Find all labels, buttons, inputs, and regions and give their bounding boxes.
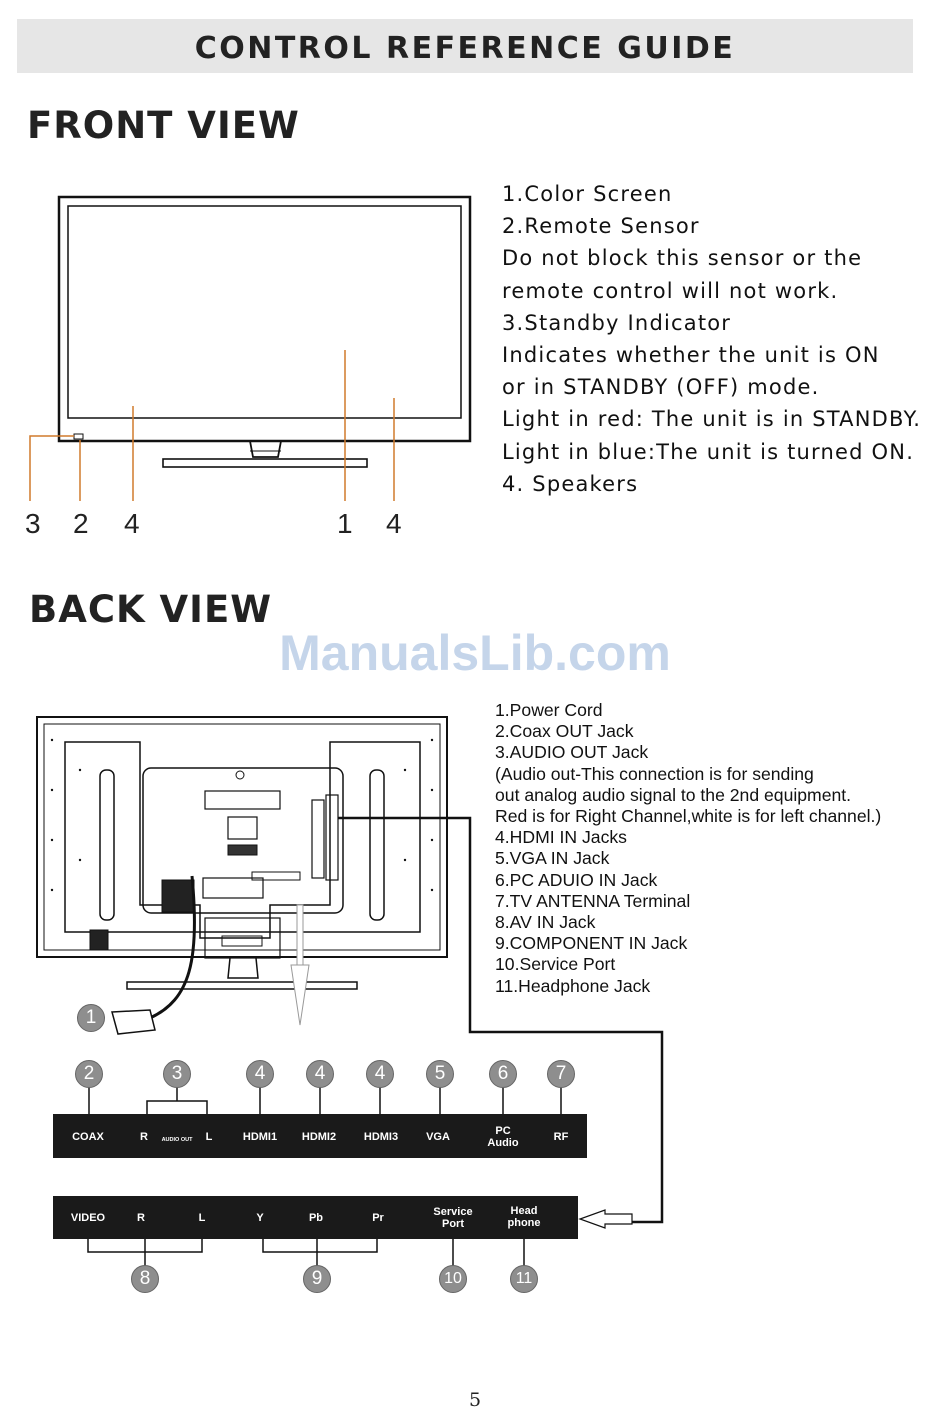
port-label: AUDIO OUT (161, 1137, 193, 1143)
legend-line: 10.Service Port (495, 954, 616, 975)
callout-circle: 5 (426, 1060, 454, 1088)
legend-line: Light in blue:The unit is turned ON. (502, 439, 915, 464)
legend-line: 6.PC ADUIO IN Jack (495, 869, 658, 890)
front-callout-1: 1 (337, 508, 353, 539)
port-label: RF (553, 1131, 569, 1143)
port-label: COAX (72, 1131, 104, 1143)
legend-line: 5.VGA IN Jack (495, 848, 610, 869)
legend-line: 4.HDMI IN Jacks (495, 827, 627, 848)
callout-circle: 6 (489, 1060, 517, 1088)
port-label: HDMI1 (242, 1131, 278, 1143)
legend-line: or in STANDBY (OFF) mode. (502, 375, 820, 400)
port-label: R (140, 1131, 148, 1143)
port-label: Head phone (507, 1205, 541, 1229)
header-banner (17, 19, 913, 73)
front-callout-4-right: 4 (386, 508, 402, 539)
port-label: R (137, 1212, 145, 1224)
callout-circle: 1 (77, 1004, 105, 1032)
port-label: L (198, 1212, 206, 1224)
port-label: HDMI2 (301, 1131, 337, 1143)
callout-circle: 7 (547, 1060, 575, 1088)
port-label: VIDEO (70, 1212, 106, 1224)
legend-line: 2.Remote Sensor (502, 214, 700, 239)
front-callout-2: 2 (73, 508, 89, 539)
legend-line: 4. Speakers (502, 471, 639, 496)
front-view-diagram (0, 180, 500, 510)
port-label: PC Audio (487, 1125, 519, 1149)
legend-line: 8.AV IN Jack (495, 912, 596, 933)
callout-circle: 9 (303, 1265, 331, 1293)
port-label: Service Port (433, 1206, 473, 1230)
legend-line: 7.TV ANTENNA Terminal (495, 890, 691, 911)
callout-circle: 4 (246, 1060, 274, 1088)
legend-line: 3.AUDIO OUT Jack (495, 742, 649, 763)
legend-line: Indicates whether the unit is ON (502, 343, 880, 368)
front-view-title: FRONT VIEW (27, 104, 300, 147)
port-label: Pb (308, 1212, 324, 1224)
front-view-legend (502, 178, 921, 500)
port-label: Y (256, 1212, 264, 1224)
watermark: ManualsLib.com (279, 625, 671, 681)
legend-line: 1.Color Screen (502, 182, 673, 206)
legend-line: 2.Coax OUT Jack (495, 721, 634, 742)
callout-circle: 10 (439, 1265, 467, 1293)
page-number: 5 (468, 1389, 482, 1411)
legend-line: 9.COMPONENT IN Jack (495, 933, 688, 954)
legend-line: 1.Power Cord (495, 700, 603, 720)
page-title: CONTROL REFERENCE GUIDE (194, 31, 736, 66)
callout-circle: 11 (510, 1265, 538, 1293)
front-callout-3: 3 (25, 508, 41, 539)
legend-line: Do not block this sensor or the (502, 246, 863, 271)
back-view-title: BACK VIEW (29, 588, 273, 631)
legend-line: 3.Standby Indicator (502, 310, 732, 335)
callout-circle: 2 (75, 1060, 103, 1088)
legend-line: out analog audio signal to the 2nd equipment. (495, 784, 852, 805)
legend-line: remote control will not work. (502, 278, 839, 303)
callout-circle: 8 (131, 1265, 159, 1293)
callout-circle: 3 (163, 1060, 191, 1088)
front-callout-4-left: 4 (124, 508, 140, 539)
back-view-legend (495, 700, 881, 997)
port-label: Pr (372, 1212, 384, 1224)
port-label: HDMI3 (363, 1131, 399, 1143)
legend-line: Red is for Right Channel,white is for left channel.) (495, 806, 882, 827)
callout-circle: 4 (366, 1060, 394, 1088)
legend-line: Light in red: The unit is in STANDBY. (502, 407, 922, 432)
legend-line: (Audio out-This connection is for sending (495, 763, 814, 784)
legend-line: 11.Headphone Jack (495, 975, 651, 996)
callout-circle: 4 (306, 1060, 334, 1088)
port-label: L (205, 1131, 213, 1143)
port-label: VGA (426, 1131, 450, 1143)
